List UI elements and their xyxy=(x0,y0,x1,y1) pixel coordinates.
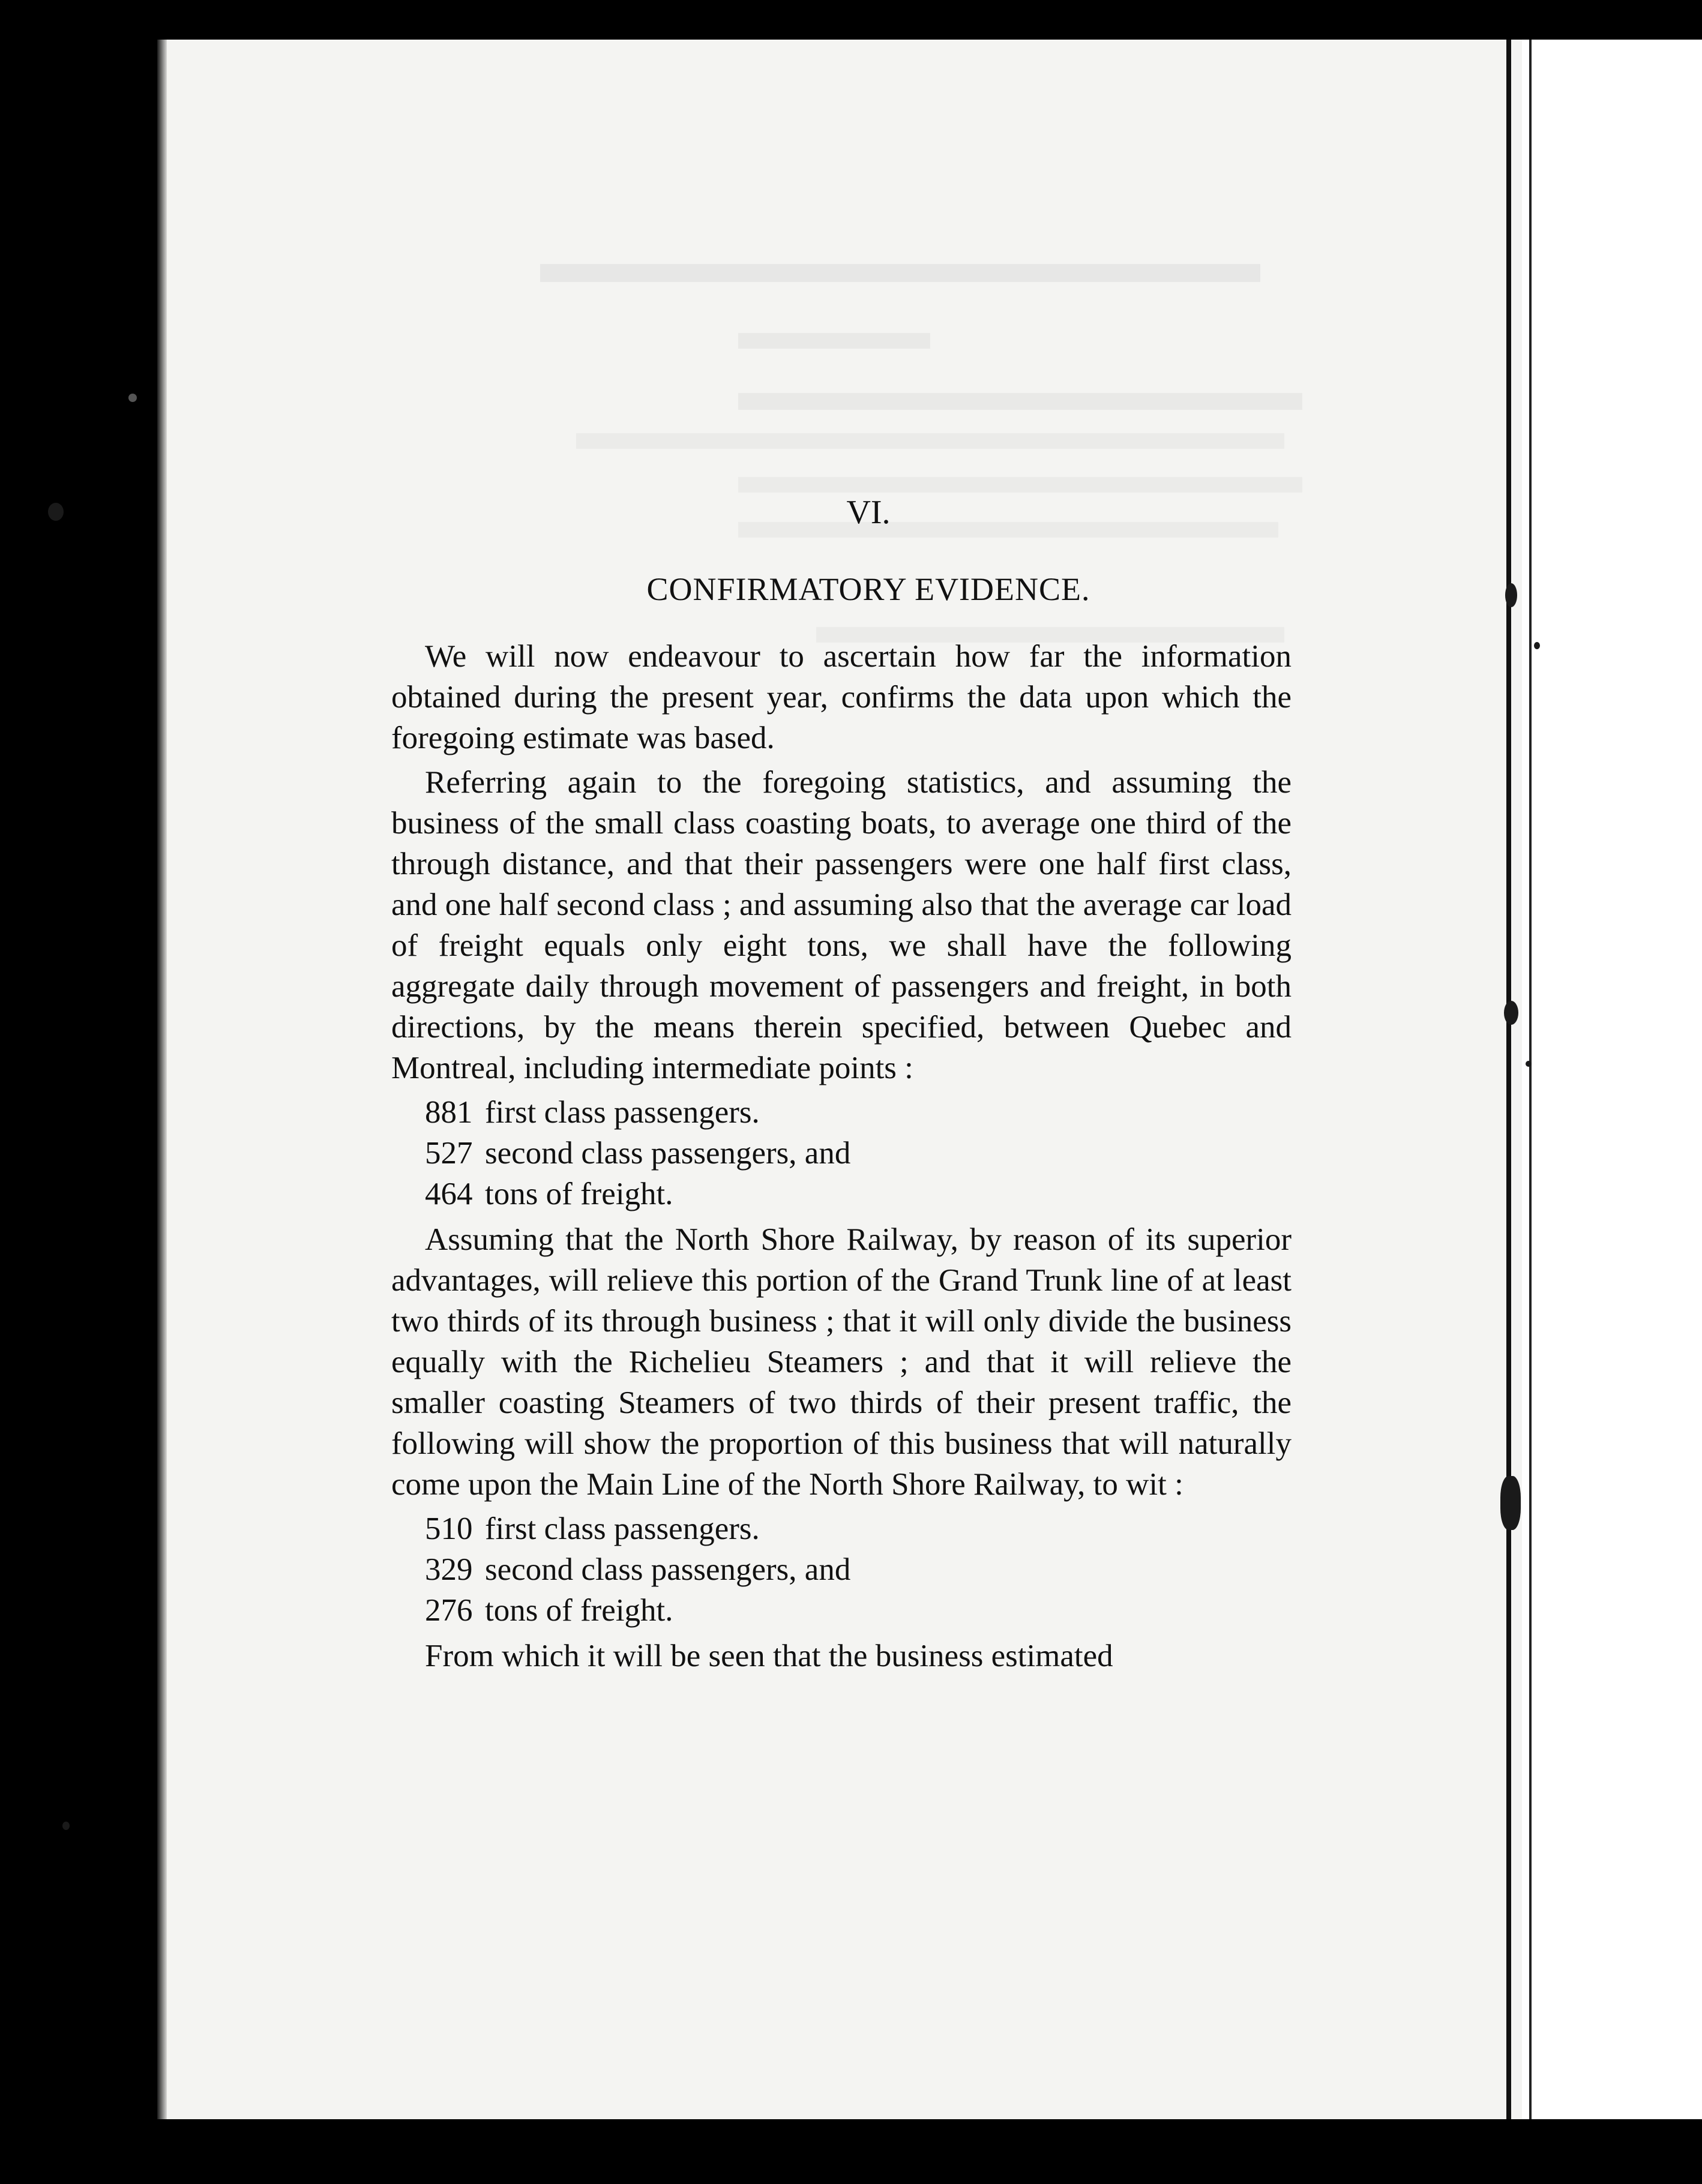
paragraph-statistics: Referring again to the foregoing statistics, and assuming the business of the small class coasting boats, to average one third of the through distance, and that their passengers were one half first class, and one half second class ; and assuming also that the average car load of freight equals only eight tons, we shall have the following aggregate daily through movement of passengers and freight, in both directions, by the means therein specified, between Quebec and Montreal, including intermediate points : xyxy=(391,765,1292,1085)
binding-line xyxy=(1506,40,1511,2119)
list-item xyxy=(391,1549,1292,1590)
list-item-text: first class passengers. xyxy=(485,1095,760,1130)
scan-speck xyxy=(62,1822,70,1830)
scan-speck xyxy=(48,503,64,521)
binding-line-secondary xyxy=(1529,40,1532,2119)
aggregate-movement-list xyxy=(391,1092,1292,1214)
scan-speck xyxy=(1504,1001,1518,1025)
list-item-text: tons of freight. xyxy=(485,1593,673,1628)
bleed-through-shadow xyxy=(540,264,1260,282)
list-item-number: 329 xyxy=(425,1552,473,1587)
paragraph-north-shore: Assuming that the North Shore Railway, by reason of its superior advantages, will relieve this portion of the Grand Trunk line of at least two thirds of its through business ; that it will only divide the business equally with the Richelieu Steamers ; and that it will relieve the smaller coasting Steamers of two thirds of their present traffic, the following will show the proportion of this business that will naturally come upon the Main Line of the North Shore Railway, to wit : xyxy=(391,1222,1292,1502)
scan-speck xyxy=(128,394,137,402)
list-item xyxy=(391,1133,1292,1174)
list-item xyxy=(391,1174,1292,1214)
page-left-edge-shadow xyxy=(157,40,167,2119)
scan-speck xyxy=(1505,583,1517,607)
section-title: CONFIRMATORY EVIDENCE. xyxy=(646,571,1090,607)
list-item-text: first class passengers. xyxy=(485,1511,760,1546)
list-item-number: 527 xyxy=(425,1136,473,1171)
bleed-through-shadow xyxy=(738,477,1302,493)
bleed-through-shadow xyxy=(738,333,930,349)
list-item-number: 464 xyxy=(425,1177,473,1211)
bleed-through-shadow xyxy=(738,393,1302,410)
list-item-text: second class passengers, and xyxy=(485,1136,851,1171)
facing-page-margin xyxy=(1522,40,1702,2119)
scan-speck xyxy=(1526,1061,1532,1067)
list-item-number: 276 xyxy=(425,1593,473,1628)
list-item xyxy=(391,1508,1292,1549)
north-shore-share-list xyxy=(391,1508,1292,1631)
list-item-text: second class passengers, and xyxy=(485,1552,851,1587)
list-item-number: 510 xyxy=(425,1511,473,1546)
list-item xyxy=(391,1590,1292,1631)
list-item-text: tons of freight. xyxy=(485,1177,673,1211)
scan-speck xyxy=(1534,642,1540,649)
list-item-number: 881 xyxy=(425,1095,473,1130)
section-number: VI. xyxy=(846,494,891,531)
list-item xyxy=(391,1092,1292,1133)
scan-speck xyxy=(1500,1476,1521,1530)
page-text xyxy=(391,492,1292,1680)
bleed-through-shadow xyxy=(576,433,1284,449)
paragraph-intro: We will now endeavour to ascertain how far the information obtained during the present year, confirms the data upon which the foregoing estimate was based. xyxy=(391,639,1292,755)
paragraph-conclusion: From which it will be seen that the business estimated xyxy=(425,1639,1113,1673)
